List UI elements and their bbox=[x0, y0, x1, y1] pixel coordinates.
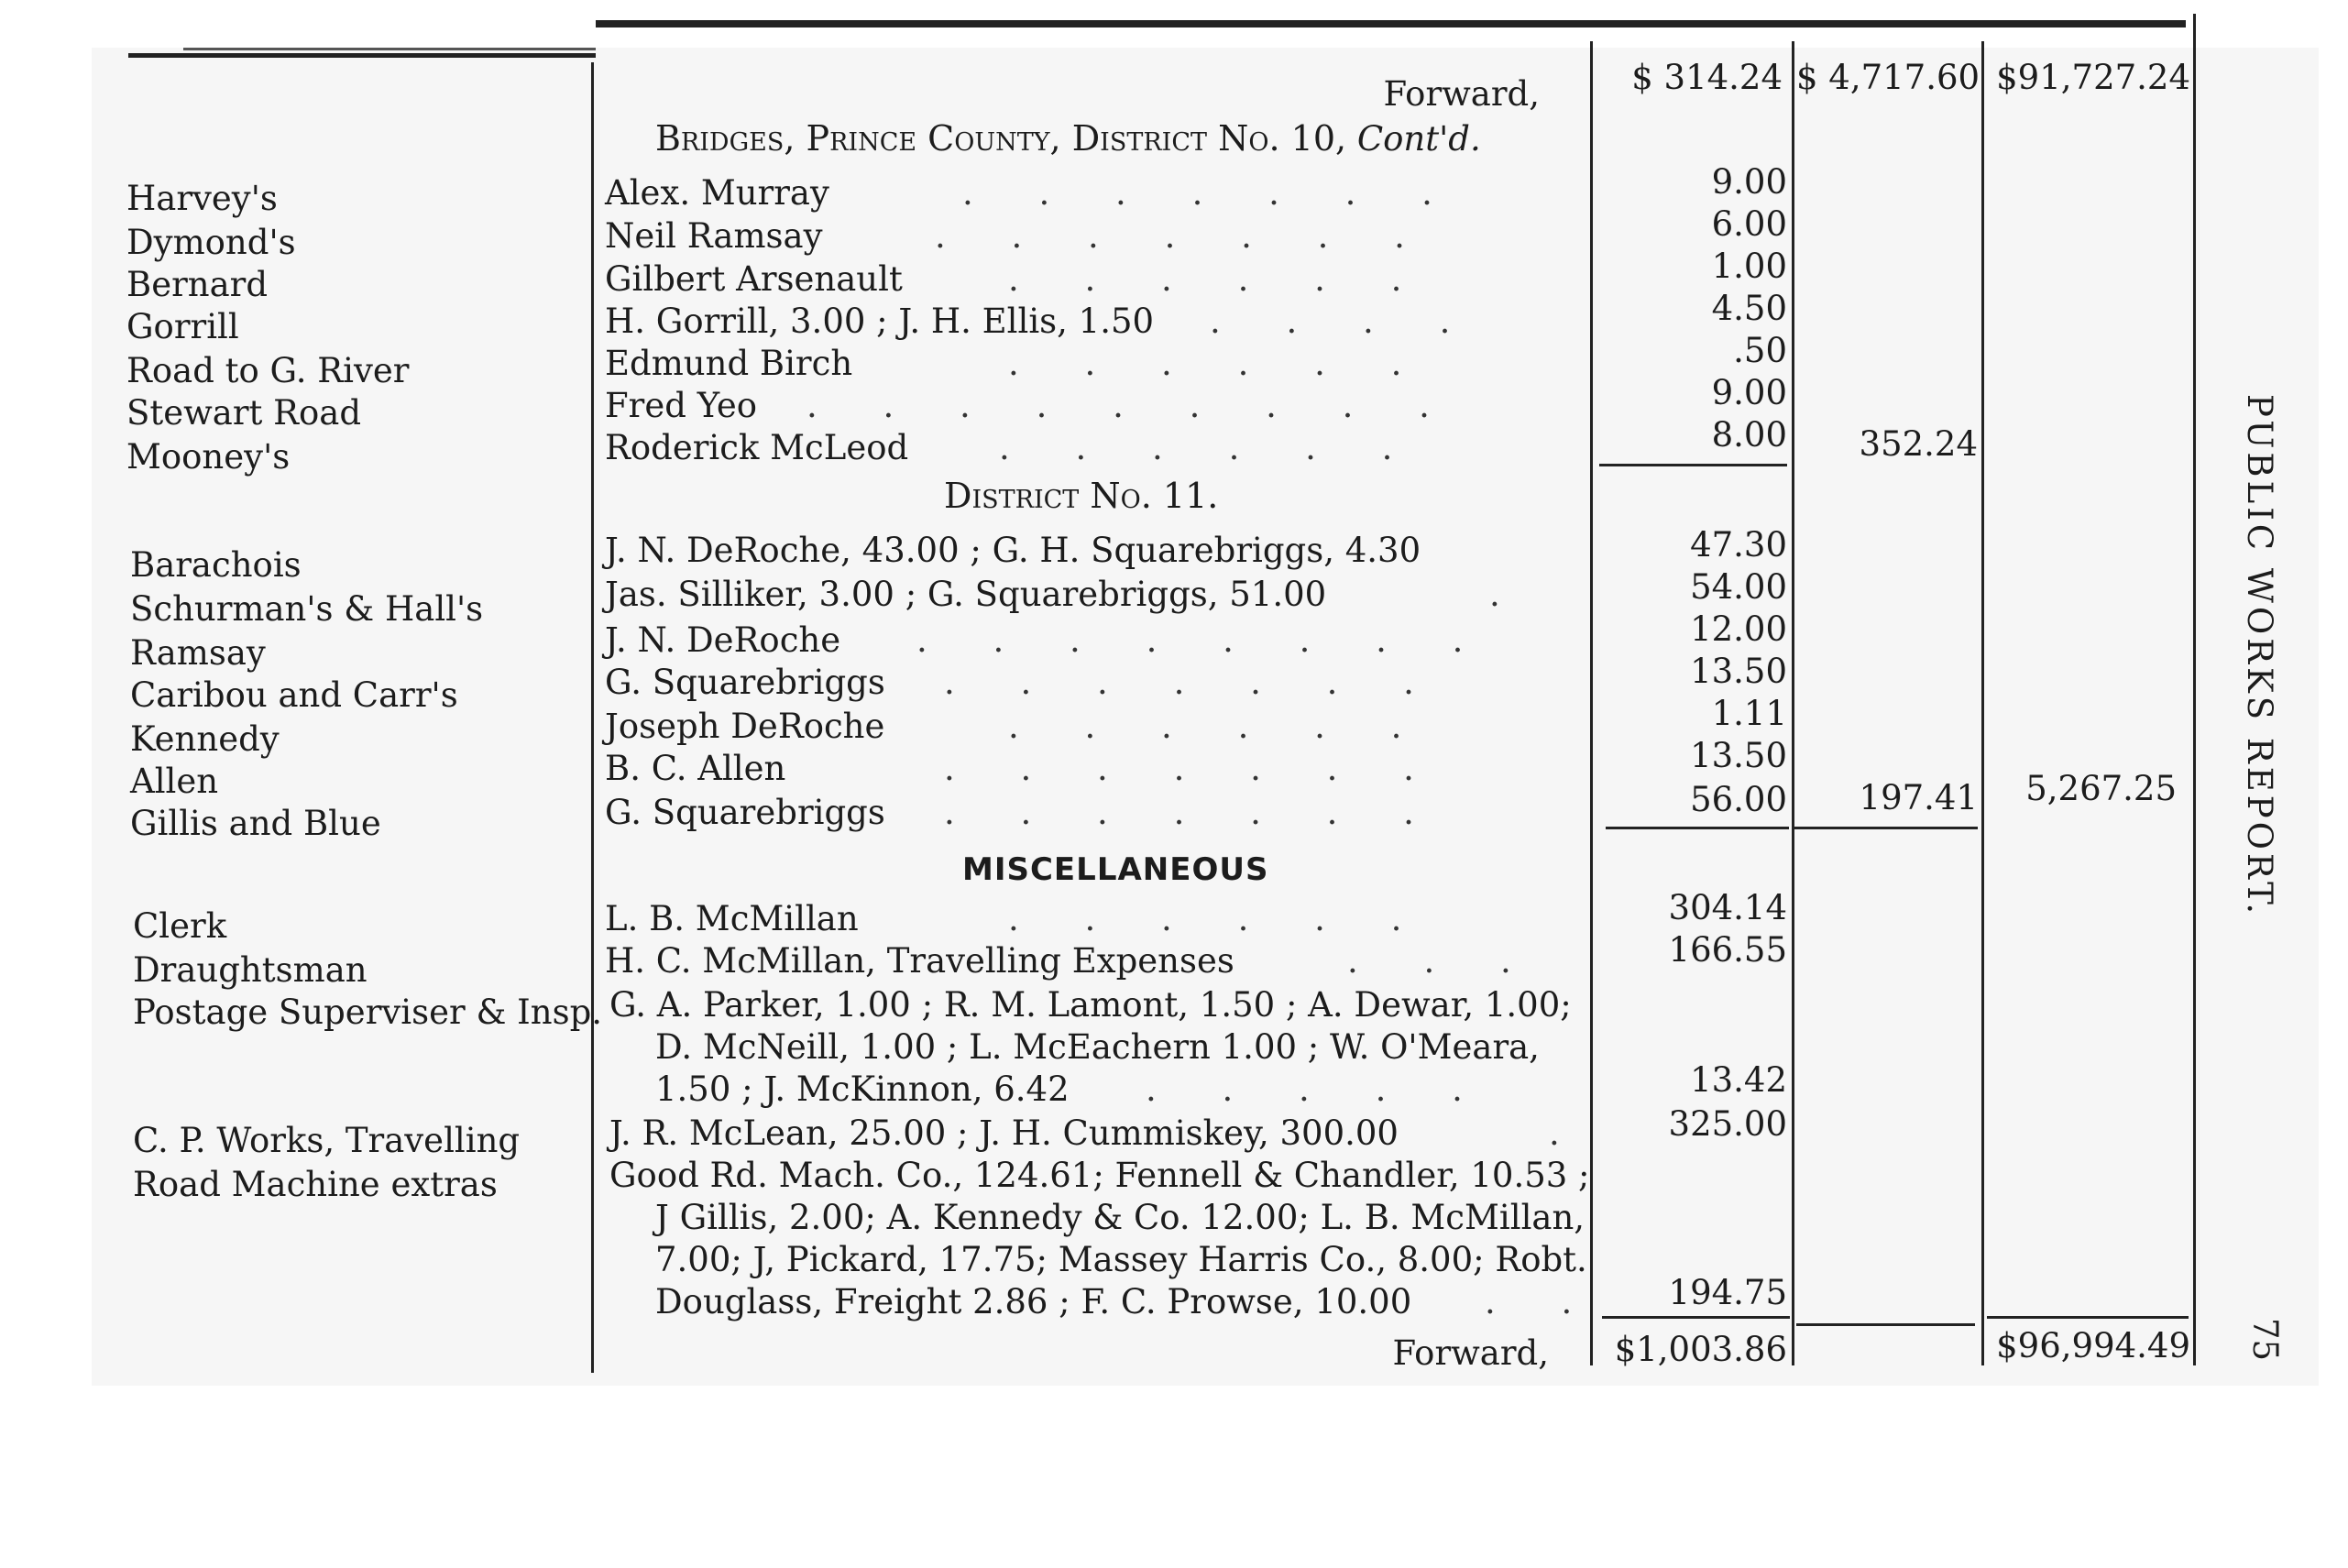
row-payee: Neil Ramsay bbox=[605, 216, 823, 256]
row-payee: Fred Yeo bbox=[605, 386, 758, 425]
misc-postage-line2: D. McNeill, 1.00 ; L. McEachern 1.00 ; W. O'Meara, bbox=[655, 1027, 1540, 1067]
misc-roadmachine-label: Road Machine extras bbox=[133, 1165, 498, 1204]
header-forward-col3: $91,727.24 bbox=[1996, 58, 2190, 97]
footer-forward-label: Forward, bbox=[1392, 1333, 1549, 1373]
subtotal-rule bbox=[1606, 827, 1789, 829]
misc-postage-line3: 1.50 ; J. McKinnon, 6.42 bbox=[655, 1069, 1070, 1109]
top-rule-left bbox=[183, 48, 596, 50]
misc-roadmachine-line3: 7.00; J, Pickard, 17.75; Massey Harris Co., 8.00; Robt. bbox=[655, 1240, 1587, 1279]
leader-dots: . . . . . . . bbox=[944, 749, 1442, 788]
total-rule bbox=[1602, 1316, 1790, 1319]
bridges-total: 5,267.25 bbox=[2025, 769, 2177, 808]
district11-subtotal: 197.41 bbox=[1859, 778, 1978, 817]
page-number: 75 bbox=[2245, 1317, 2286, 1362]
header-forward-label: Forward, bbox=[1383, 74, 1540, 114]
amount-column-rule-2 bbox=[1981, 41, 1984, 1365]
row-amount: 1.11 bbox=[1711, 694, 1787, 733]
row-payee: Gilbert Arsenault bbox=[605, 259, 903, 299]
misc-draughtsman-payee: H. C. McMillan, Travelling Expenses bbox=[605, 941, 1234, 981]
subtotal-rule bbox=[1794, 827, 1978, 829]
row-payee: B. C. Allen bbox=[605, 749, 786, 788]
row-payee: Roderick McLeod bbox=[605, 428, 909, 467]
leader-dots: . . . . . . bbox=[1008, 259, 1430, 299]
misc-cpworks-amount: 325.00 bbox=[1668, 1104, 1787, 1144]
leader-dots: . . . . . . . bbox=[962, 173, 1460, 213]
header-forward-col2: $ 4,717.60 bbox=[1796, 58, 1980, 97]
misc-clerk-amount: 304.14 bbox=[1668, 888, 1787, 927]
row-label: Mooney's bbox=[126, 437, 291, 477]
row-payee: G. Squarebriggs bbox=[605, 663, 885, 702]
leader-dots: . . . . . . bbox=[1008, 707, 1430, 746]
leader-dots: . bbox=[1489, 575, 1528, 614]
row-amount: 8.00 bbox=[1711, 415, 1787, 455]
misc-clerk-label: Clerk bbox=[133, 906, 227, 946]
row-amount: 6.00 bbox=[1711, 204, 1787, 244]
header-forward-col1: $ 314.24 bbox=[1631, 58, 1783, 97]
footer-forward-col3: $96,994.49 bbox=[1996, 1326, 2190, 1365]
district10-heading bbox=[655, 117, 1481, 160]
row-amount: 1.00 bbox=[1711, 247, 1787, 286]
running-head: PUBLIC WORKS REPORT. bbox=[2240, 394, 2279, 918]
misc-draughtsman-label: Draughtsman bbox=[133, 950, 368, 990]
row-payee: Edmund Birch bbox=[605, 344, 853, 383]
leader-dots: . bbox=[1549, 1113, 1587, 1153]
leader-dots: . . . . . . . . bbox=[916, 620, 1491, 660]
row-label: Dymond's bbox=[126, 223, 296, 262]
misc-roadmachine-amount: 194.75 bbox=[1668, 1273, 1787, 1312]
leader-dots: . . . . . . bbox=[999, 428, 1421, 467]
row-payee: Alex. Murray bbox=[605, 173, 829, 213]
leader-dots: . . . . . . bbox=[1008, 344, 1430, 383]
label-column-rule bbox=[591, 62, 594, 1373]
total-rule bbox=[1796, 1323, 1975, 1326]
leader-dots: . . . . . . bbox=[1008, 899, 1430, 938]
amount-column-rule-left bbox=[1590, 41, 1593, 1365]
misc-postage-amount: 13.42 bbox=[1690, 1060, 1787, 1100]
row-label: Harvey's bbox=[126, 179, 278, 218]
leader-dots: . . . . . . . bbox=[944, 793, 1442, 832]
district10-title: Bridges, Prince County, District No. 10, bbox=[655, 118, 1347, 159]
misc-postage-label: Postage Superviser & Insp. bbox=[133, 992, 603, 1032]
row-label: Stewart Road bbox=[126, 393, 362, 433]
total-rule bbox=[1987, 1316, 2189, 1319]
misc-roadmachine-line2: J Gillis, 2.00; A. Kennedy & Co. 12.00; L. B. McMillan, bbox=[655, 1198, 1585, 1237]
row-label: Barachois bbox=[130, 545, 302, 585]
row-amount: 9.00 bbox=[1711, 162, 1787, 202]
row-payee: Joseph DeRoche bbox=[605, 707, 885, 746]
leader-dots: . . bbox=[1485, 1282, 1600, 1321]
miscellaneous-heading: MISCELLANEOUS bbox=[962, 851, 1269, 888]
amount-column-rule-3 bbox=[2193, 14, 2196, 1365]
row-amount: 13.50 bbox=[1690, 652, 1787, 691]
row-amount: 12.00 bbox=[1690, 609, 1787, 649]
row-label: Ramsay bbox=[130, 633, 266, 673]
misc-draughtsman-amount: 166.55 bbox=[1668, 930, 1787, 970]
row-label: Road to G. River bbox=[126, 351, 410, 390]
row-payee: H. Gorrill, 3.00 ; J. H. Ellis, 1.50 bbox=[605, 302, 1155, 341]
row-amount: 9.00 bbox=[1711, 373, 1787, 412]
leader-dots: . . . . bbox=[1210, 302, 1478, 341]
row-label: Caribou and Carr's bbox=[130, 675, 458, 715]
row-label: Kennedy bbox=[130, 719, 280, 759]
row-label: Schurman's & Hall's bbox=[130, 589, 484, 629]
row-amount: .50 bbox=[1733, 331, 1787, 370]
row-amount: 56.00 bbox=[1690, 780, 1787, 819]
misc-cpworks-payee: J. R. McLean, 25.00 ; J. H. Cummiskey, 300.00 bbox=[609, 1113, 1399, 1153]
row-amount: 13.50 bbox=[1690, 736, 1787, 775]
misc-cpworks-label: C. P. Works, Travelling bbox=[133, 1121, 521, 1160]
row-amount: 54.00 bbox=[1690, 567, 1787, 607]
amount-column-rule-1 bbox=[1792, 41, 1794, 1365]
row-label: Gillis and Blue bbox=[130, 804, 381, 843]
leader-dots: . . . . . . . bbox=[935, 216, 1432, 256]
row-payee: G. Squarebriggs bbox=[605, 793, 885, 832]
top-rule-thick bbox=[596, 20, 2186, 27]
misc-roadmachine-line1: Good Rd. Mach. Co., 124.61; Fennell & Chandler, 10.53 ; bbox=[609, 1156, 1590, 1195]
leader-dots: . . . bbox=[1347, 941, 1539, 981]
row-label: Gorrill bbox=[126, 307, 239, 346]
top-rule bbox=[128, 53, 596, 58]
footer-forward-col1: $1,003.86 bbox=[1614, 1330, 1787, 1369]
district11-heading: District No. 11. bbox=[944, 476, 1219, 516]
row-label: Allen bbox=[130, 762, 219, 801]
row-payee: Jas. Silliker, 3.00 ; G. Squarebriggs, 51.00 bbox=[605, 575, 1327, 614]
misc-roadmachine-line4: Douglass, Freight 2.86 ; F. C. Prowse, 10.00 bbox=[655, 1282, 1412, 1321]
row-payee: J. N. DeRoche, 43.00 ; G. H. Squarebriggs, 4.30 bbox=[605, 531, 1421, 570]
misc-postage-line1: G. A. Parker, 1.00 ; R. M. Lamont, 1.50 ; A. Dewar, 1.00; bbox=[609, 985, 1572, 1025]
misc-clerk-payee: L. B. McMillan bbox=[605, 899, 859, 938]
row-payee: J. N. DeRoche bbox=[605, 620, 841, 660]
row-label: Bernard bbox=[126, 265, 269, 304]
row-amount: 4.50 bbox=[1711, 289, 1787, 328]
district10-subtotal: 352.24 bbox=[1859, 424, 1978, 464]
leader-dots: . . . . . . . . . bbox=[806, 386, 1457, 425]
leader-dots: . . . . . . . bbox=[944, 663, 1442, 702]
row-amount: 47.30 bbox=[1690, 525, 1787, 565]
leader-dots: . . . . . bbox=[1146, 1069, 1490, 1109]
district10-contd: Cont'd. bbox=[1356, 119, 1481, 159]
subtotal-rule bbox=[1599, 464, 1787, 466]
